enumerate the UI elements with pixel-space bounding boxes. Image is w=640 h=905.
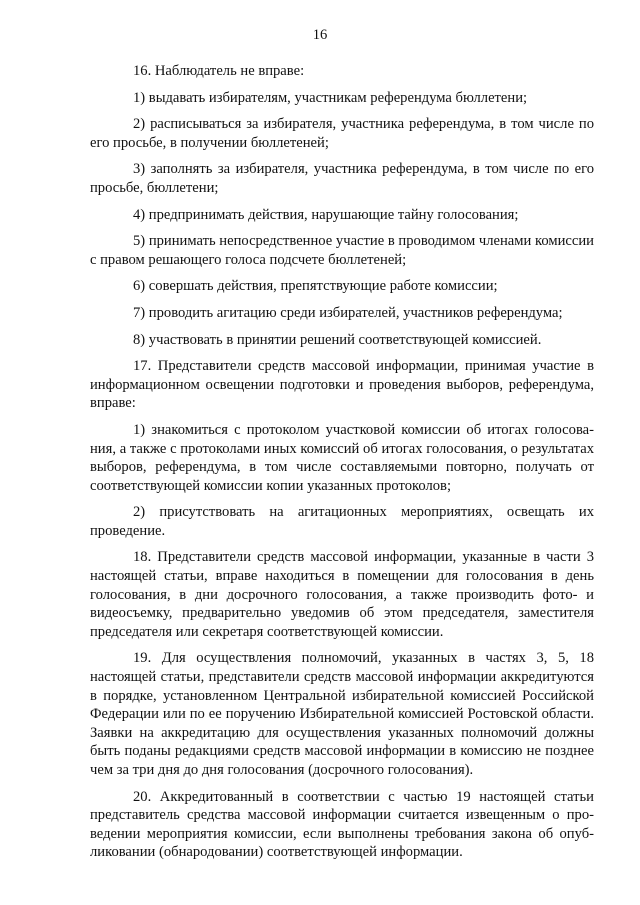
paragraph-18: 18. Представители средств массовой информации, указанные в части 3 настоящей статьи, вправе находиться в помещении для голосования в день голосования, в дни досрочного голосования, а также производить фото- и видеосъемку, предварительно уведомив об этом председателя, заместителя председателя или секретаря соответствующей комиссии.	[90, 549, 594, 640]
list-item-16-2: 2) расписываться за избирателя, участника референдума, в том числе по его просьбе, в получении бюллетеней;	[90, 116, 594, 151]
list-item-17-2: 2) присутствовать на агитационных мероприятиях, освещать их проведение.	[90, 504, 594, 539]
list-item-16-4: 4) предпринимать действия, нарушающие тайну голосования;	[133, 206, 519, 223]
page-number: 16	[312, 27, 328, 43]
list-item-16-6: 6) совершать действия, препятствующие работе комиссии;	[133, 278, 498, 295]
list-item-17-1: 1) знакомиться с протоколом участковой комиссии об итогах голосования, а также с протоколами иных комиссий об итогах голосования, о результатах выборов, референдума, в том числе составляемыми повторно, получать от соответствующей комиссии копии указанных протоколов;	[90, 421, 594, 494]
list-item-16-3: 3) заполнять за избирателя, участника референдума, в том числе по его просьбе, бюллетени;	[90, 161, 594, 196]
paragraph-20: 20. Аккредитованный в соответствии с частью 19 настоящей статьи представитель средства массовой информации считается извещенным о проведении мероприятия комиссии, если выполнены требования закона об опубликовании (обнародовании) соответствующей информации.	[90, 788, 594, 861]
list-item-16-1: 1) выдавать избирателям, участникам референдума бюллетени;	[133, 89, 528, 106]
paragraph-19: 19. Для осуществления полномочий, указанных в частях 3, 5, 18 настоящей статьи, представители средств массовой информации аккредитуются в порядке, установленном Центральной избирательной комиссией Российской Федерации или по ее поручению Избирательной комиссией Ростовской области. Заявки на аккредитацию для осуществления указанных полномочий должны быть поданы редакциями средств массовой информации в комиссию не позднее чем за три дня до дня голосования (досрочного голосования).	[90, 650, 594, 778]
list-item-16-7: 7) проводить агитацию среди избирателей, участников референдума;	[133, 304, 563, 321]
list-item-16-5: 5) принимать непосредственное участие в проводимом членами комиссии с правом решающего голоса подсчете бюллетеней;	[90, 233, 594, 268]
list-item-16-8: 8) участвовать в принятии решений соответствующей комиссией.	[133, 331, 542, 348]
document-body	[90, 62, 594, 870]
paragraph-17-heading: 17. Представители средств массовой информации, принимая участие в информационном освещении подготовки и проведения выборов, референдума, вправе:	[90, 358, 594, 412]
paragraph-16-heading: 16. Наблюдатель не вправе:	[133, 63, 305, 79]
